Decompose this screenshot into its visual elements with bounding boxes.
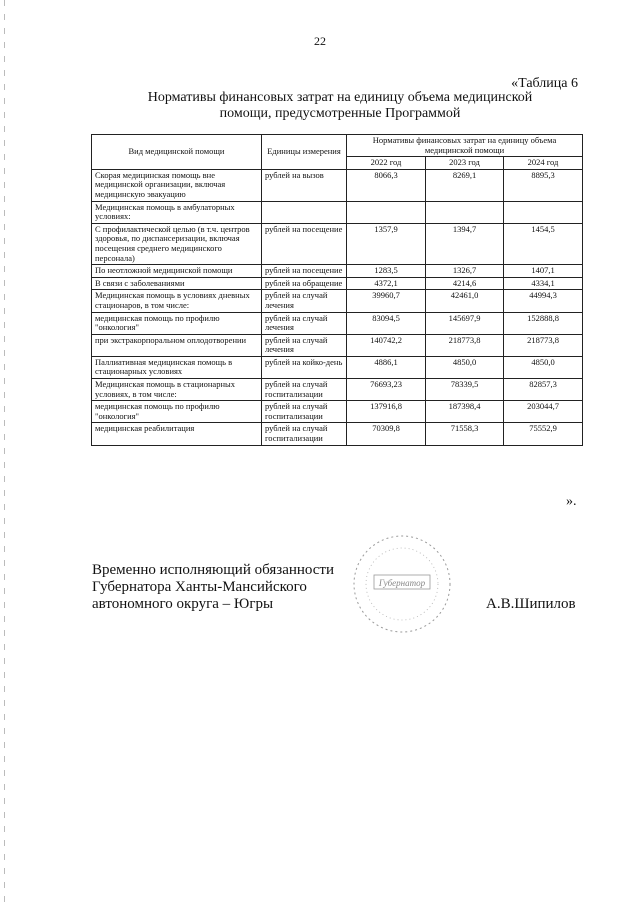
row-unit: рублей на посещение <box>262 265 347 278</box>
row-value-2022: 70309,8 <box>347 423 426 445</box>
row-type: медицинская помощь по профилю "онкология" <box>92 401 262 423</box>
table-row <box>92 423 583 445</box>
row-value-2022: 1283,5 <box>347 265 426 278</box>
row-value-2023: 1326,7 <box>426 265 504 278</box>
row-value-2023: 4850,0 <box>426 356 504 378</box>
row-value-2022: 1357,9 <box>347 223 426 264</box>
row-value-2023: 71558,3 <box>426 423 504 445</box>
row-type: С профилактической целью (в т.ч. центров здоровья, по диспансеризации, включая посещения среднего медицинского персонала) <box>92 223 262 264</box>
row-value-2023: 8269,1 <box>426 169 504 201</box>
svg-text:Губернатор: Губернатор <box>378 578 426 588</box>
table-label: «Таблица 6 <box>511 76 578 91</box>
row-value-2022 <box>347 201 426 223</box>
signature-line-3: автономного округа – Югры <box>92 596 274 612</box>
header-units: Единицы измерения <box>262 135 347 170</box>
row-value-2022: 39960,7 <box>347 290 426 312</box>
official-stamp <box>330 528 480 638</box>
row-unit: рублей на вызов <box>262 169 347 201</box>
signature-line-1: Временно исполняющий обязанности <box>92 562 335 578</box>
row-value-2024: 4334,1 <box>504 277 583 290</box>
table-row <box>92 223 583 264</box>
row-type: В связи с заболеваниями <box>92 277 262 290</box>
header-type: Вид медицинской помощи <box>92 135 262 170</box>
page-edge-line <box>4 0 5 905</box>
table-row <box>92 277 583 290</box>
row-type: при экстракорпоральном оплодотворении <box>92 334 262 356</box>
header-year-2022: 2022 год <box>347 157 426 170</box>
row-unit: рублей на обращение <box>262 277 347 290</box>
row-value-2024 <box>504 201 583 223</box>
row-value-2024: 4850,0 <box>504 356 583 378</box>
row-value-2024: 44994,3 <box>504 290 583 312</box>
signature-block <box>92 562 334 613</box>
table-row <box>92 265 583 278</box>
row-value-2022: 76693,23 <box>347 379 426 401</box>
table-row <box>92 401 583 423</box>
table-row <box>92 201 583 223</box>
row-value-2022: 140742,2 <box>347 334 426 356</box>
row-unit: рублей на посещение <box>262 223 347 264</box>
row-value-2022: 137916,8 <box>347 401 426 423</box>
row-unit: рублей на случай госпитализации <box>262 401 347 423</box>
row-value-2022: 4886,1 <box>347 356 426 378</box>
table-row <box>92 334 583 356</box>
table-row <box>92 169 583 201</box>
row-value-2024: 203044,7 <box>504 401 583 423</box>
table-row <box>92 356 583 378</box>
row-value-2023: 145697,9 <box>426 312 504 334</box>
row-unit: рублей на случай лечения <box>262 334 347 356</box>
table-row <box>92 379 583 401</box>
table-row <box>92 290 583 312</box>
row-unit: рублей на случай госпитализации <box>262 423 347 445</box>
row-unit: рублей на случай лечения <box>262 290 347 312</box>
row-value-2024: 152888,8 <box>504 312 583 334</box>
row-type: Скорая медицинская помощь вне медицинской организации, включая медицинскую эвакуацию <box>92 169 262 201</box>
row-value-2023: 1394,7 <box>426 223 504 264</box>
signer-name: А.В.Шипилов <box>486 596 576 612</box>
table-title <box>120 90 560 122</box>
page-number: 22 <box>314 34 326 48</box>
row-type: Медицинская помощь в стационарных условиях, в том числе: <box>92 379 262 401</box>
row-type: медицинская реабилитация <box>92 423 262 445</box>
row-value-2022: 8066,3 <box>347 169 426 201</box>
row-value-2024: 75552,9 <box>504 423 583 445</box>
row-value-2024: 1454,5 <box>504 223 583 264</box>
row-unit <box>262 201 347 223</box>
signature-line-2: Губернатора Ханты-Мансийского <box>92 579 307 595</box>
row-type: медицинская помощь по профилю "онкология" <box>92 312 262 334</box>
header-norms: Нормативы финансовых затрат на единицу объема медицинской помощи <box>347 135 583 157</box>
row-value-2023 <box>426 201 504 223</box>
row-unit: рублей на случай госпитализации <box>262 379 347 401</box>
row-value-2023: 218773,8 <box>426 334 504 356</box>
header-year-2023: 2023 год <box>426 157 504 170</box>
title-line-1: Нормативы финансовых затрат на единицу объема медицинской <box>147 90 533 105</box>
header-year-2024: 2024 год <box>504 157 583 170</box>
row-type: По неотложной медицинской помощи <box>92 265 262 278</box>
row-value-2022: 83094,5 <box>347 312 426 334</box>
row-value-2024: 8895,3 <box>504 169 583 201</box>
norms-table <box>91 134 583 446</box>
title-line-2: помощи, предусмотренные Программой <box>219 106 461 121</box>
closing-quote: ». <box>566 494 577 509</box>
row-unit: рублей на случай лечения <box>262 312 347 334</box>
row-type: Паллиативная медицинская помощь в стационарных условиях <box>92 356 262 378</box>
row-type: Медицинская помощь в условиях дневных стационаров, в том числе: <box>92 290 262 312</box>
row-value-2024: 82857,3 <box>504 379 583 401</box>
row-type: Медицинская помощь в амбулаторных условиях: <box>92 201 262 223</box>
row-value-2023: 42461,0 <box>426 290 504 312</box>
row-value-2023: 4214,6 <box>426 277 504 290</box>
row-value-2023: 187398,4 <box>426 401 504 423</box>
table-row <box>92 312 583 334</box>
row-value-2024: 218773,8 <box>504 334 583 356</box>
row-value-2024: 1407,1 <box>504 265 583 278</box>
row-value-2022: 4372,1 <box>347 277 426 290</box>
row-unit: рублей на койко-день <box>262 356 347 378</box>
row-value-2023: 78339,5 <box>426 379 504 401</box>
